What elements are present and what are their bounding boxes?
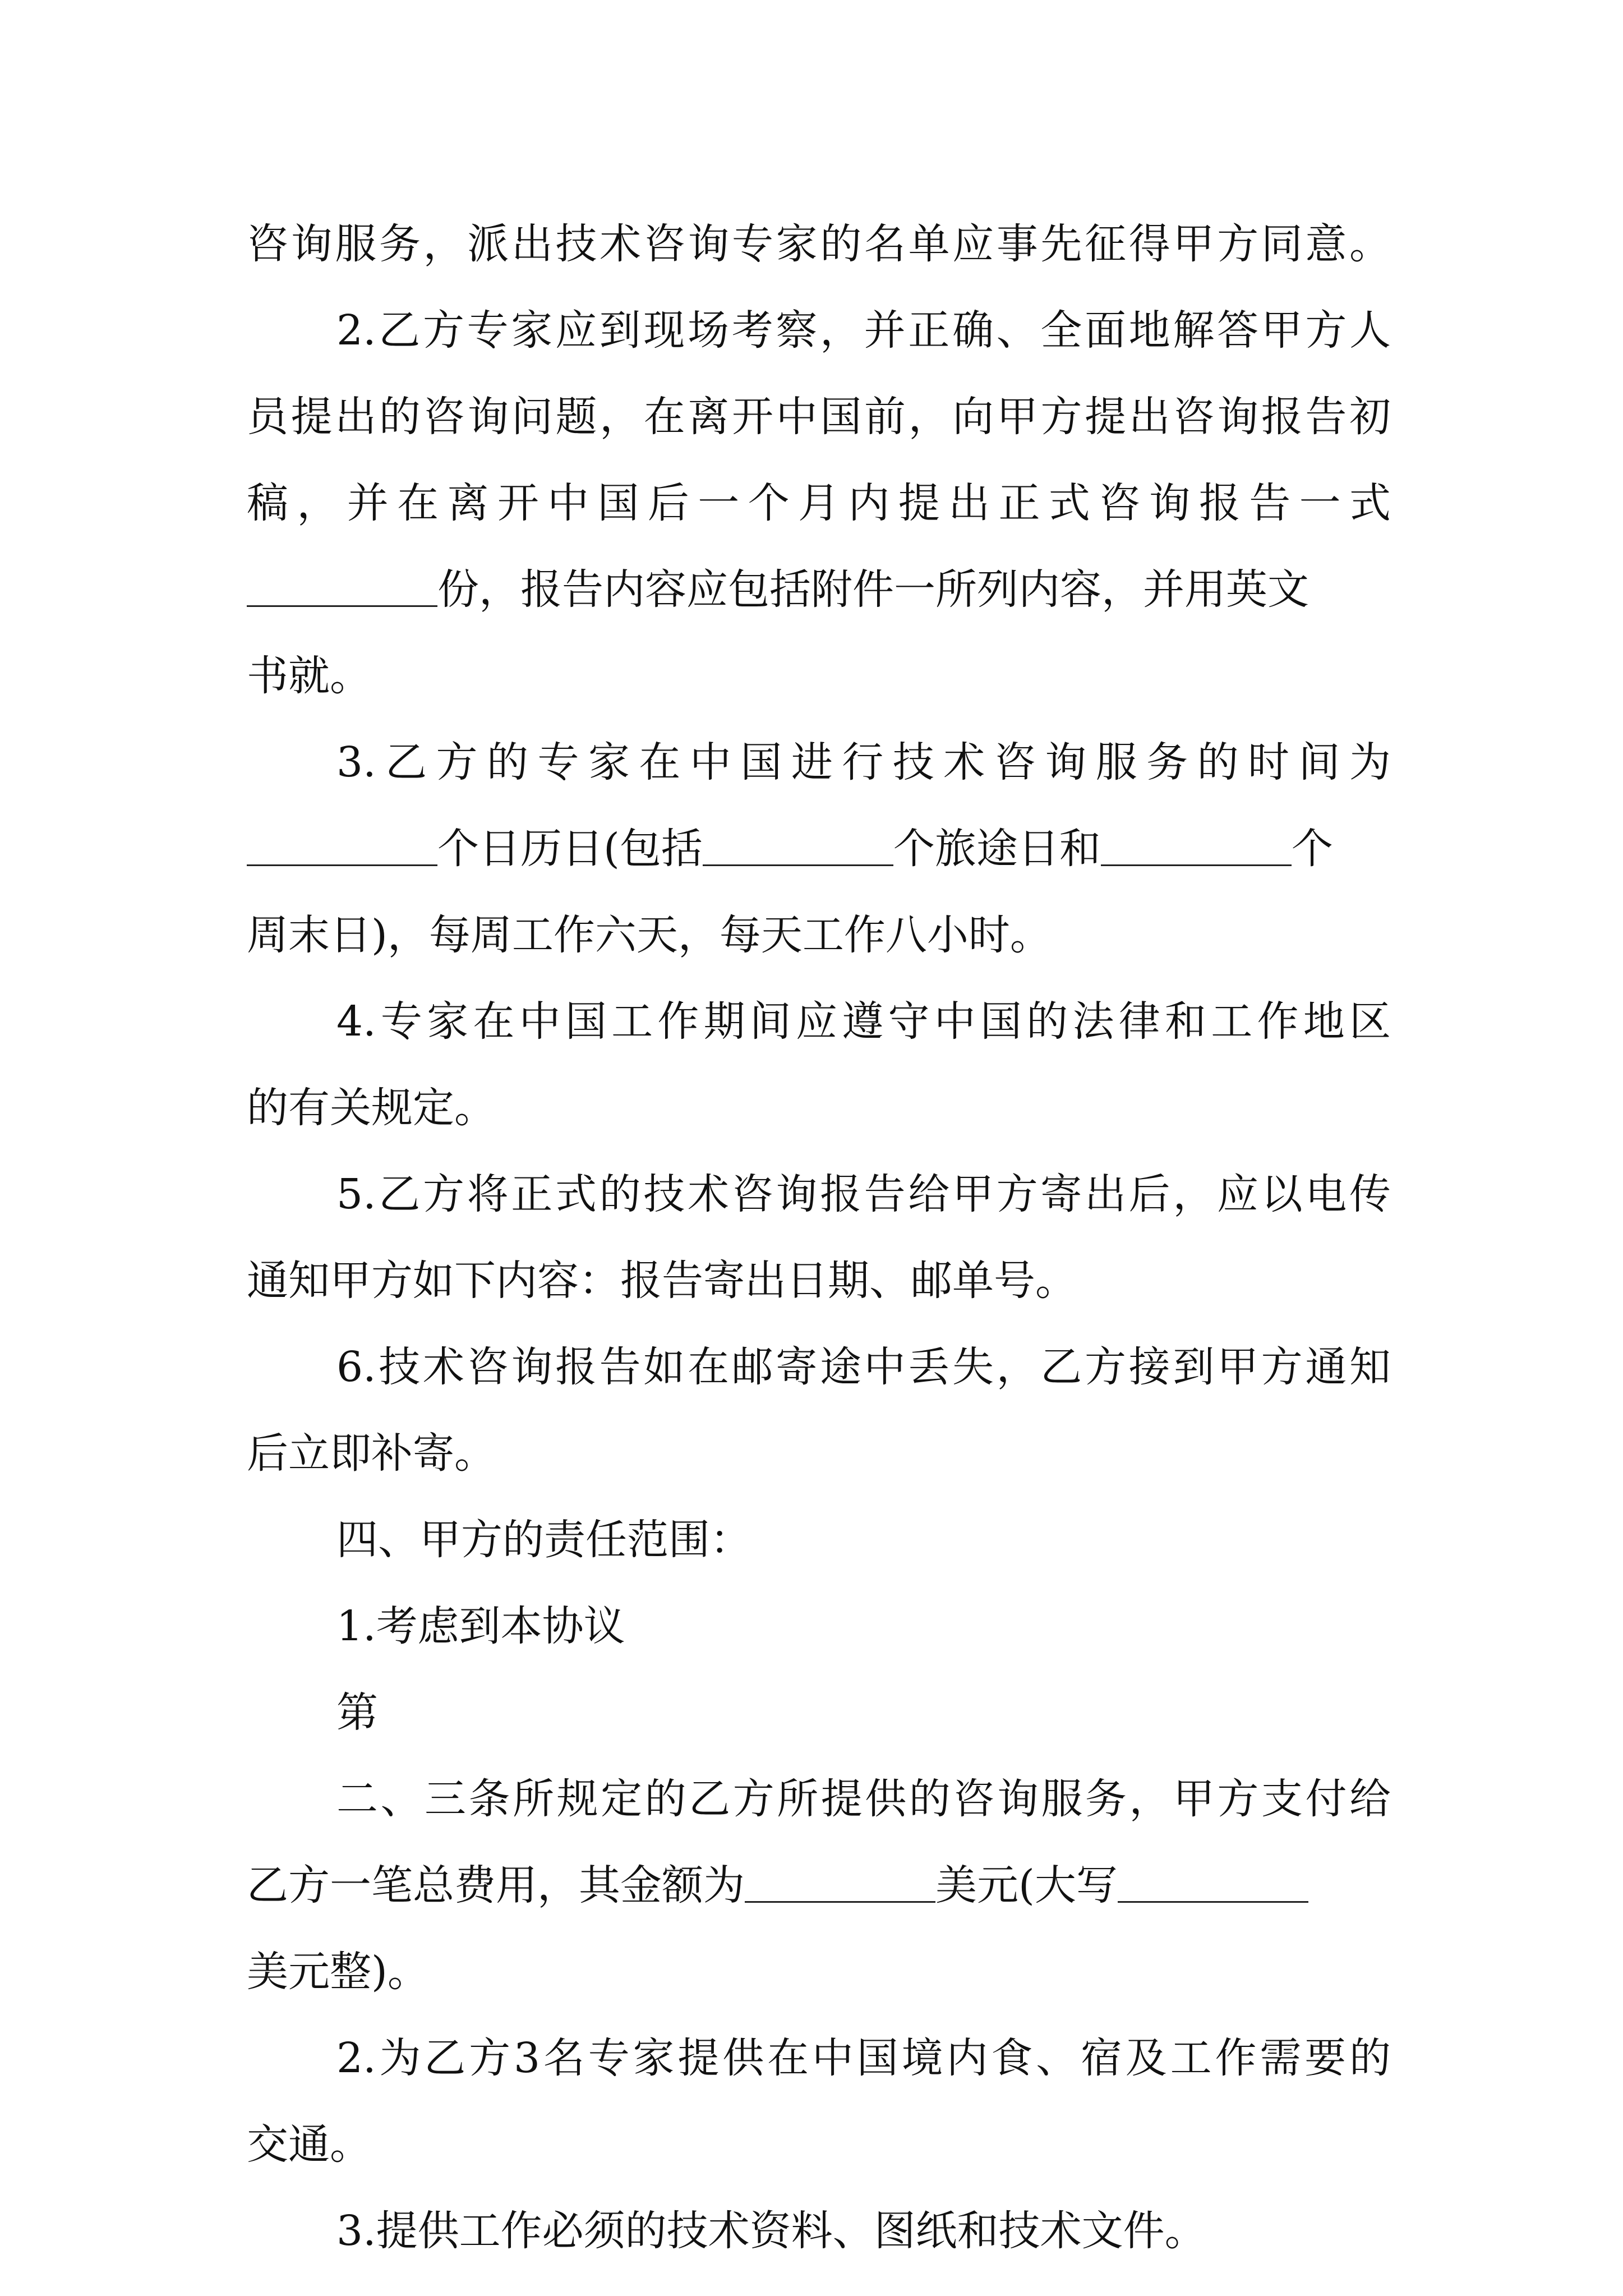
text-span: 2.乙方专家应到现场考察，并正确、全面地解答甲方人 bbox=[336, 306, 1391, 355]
text-span: 3.提供工作必须的技术资料、图纸和技术文件。 bbox=[336, 2207, 1206, 2255]
blank-underline bbox=[247, 572, 437, 607]
text-span: 个日历日(包括 bbox=[437, 825, 703, 873]
blank-underline bbox=[703, 831, 893, 866]
text-line bbox=[247, 562, 1391, 618]
text-line bbox=[247, 389, 1391, 445]
text-span: 第 bbox=[336, 1688, 378, 1737]
text-span: 通知甲方如下内容：报告寄出日期、邮单号。 bbox=[247, 1257, 1077, 1305]
text-line bbox=[247, 907, 1391, 963]
text-line bbox=[247, 1253, 1391, 1309]
text-line bbox=[336, 1166, 1391, 1222]
text-span: 周末日)，每周工作六天，每天工作八小时。 bbox=[247, 911, 1052, 959]
text-span: 后立即补寄。 bbox=[247, 1429, 496, 1478]
text-span: 4.专家在中国工作期间应遵守中国的法律和工作地区 bbox=[336, 997, 1391, 1046]
text-span: 份，报告内容应包括附件一所列内容，并用英文 bbox=[437, 565, 1309, 614]
text-line bbox=[336, 302, 1391, 358]
text-span: 咨询服务，派出技术咨询专家的名单应事先征得甲方同意。 bbox=[247, 220, 1391, 268]
text-span: 美元(大写 bbox=[935, 1861, 1118, 1910]
text-span: 乙方一笔总费用，其金额为 bbox=[247, 1861, 745, 1910]
text-span: 美元整)。 bbox=[247, 1948, 429, 1996]
blank-underline bbox=[745, 1867, 935, 1903]
text-span: 3.乙方的专家在中国进行技术咨询服务的时间为 bbox=[336, 738, 1391, 786]
text-line bbox=[247, 475, 1391, 531]
text-span: 个 bbox=[1291, 825, 1333, 873]
text-span: 6.技术咨询报告如在邮寄途中丢失，乙方接到甲方通知 bbox=[336, 1343, 1391, 1391]
text-line bbox=[336, 2030, 1391, 2086]
text-line bbox=[336, 1598, 1391, 1654]
text-line bbox=[247, 1944, 1391, 2000]
blank-underline bbox=[247, 831, 437, 866]
text-line bbox=[336, 1771, 1391, 1827]
blank-underline bbox=[1101, 831, 1292, 866]
text-line bbox=[336, 1685, 1391, 1741]
text-line bbox=[247, 648, 1391, 704]
text-line bbox=[247, 1857, 1391, 1913]
text-span: 2.为乙方3名专家提供在中国境内食、宿及工作需要的 bbox=[336, 2034, 1391, 2082]
text-span: 书就。 bbox=[247, 652, 371, 700]
text-line bbox=[247, 1425, 1391, 1481]
text-line bbox=[336, 2203, 1391, 2259]
text-line bbox=[336, 1512, 1391, 1568]
text-span: 二、三条所规定的乙方所提供的咨询服务，甲方支付给 bbox=[336, 1775, 1391, 1823]
blank-underline bbox=[1118, 1867, 1308, 1903]
text-span: 交通。 bbox=[247, 2120, 371, 2169]
text-line bbox=[247, 1080, 1391, 1136]
text-line bbox=[247, 2116, 1391, 2173]
text-span: 稿，并在离开中国后一个月内提出正式咨询报告一式 bbox=[247, 479, 1391, 527]
text-span: 四、甲方的责任范围： bbox=[336, 1516, 751, 1564]
text-span: 1.考虑到本协议 bbox=[336, 1602, 625, 1650]
text-span: 5.乙方将正式的技术咨询报告给甲方寄出后，应以电传 bbox=[336, 1170, 1391, 1218]
text-line bbox=[247, 216, 1391, 272]
text-line bbox=[336, 993, 1391, 1050]
text-line bbox=[336, 734, 1391, 790]
text-span: 的有关规定。 bbox=[247, 1084, 496, 1132]
text-span: 个旅途日和 bbox=[893, 825, 1101, 873]
text-line bbox=[247, 821, 1391, 877]
text-span: 员提出的咨询问题，在离开中国前，向甲方提出咨询报告初 bbox=[247, 393, 1391, 441]
text-line bbox=[336, 1339, 1391, 1395]
